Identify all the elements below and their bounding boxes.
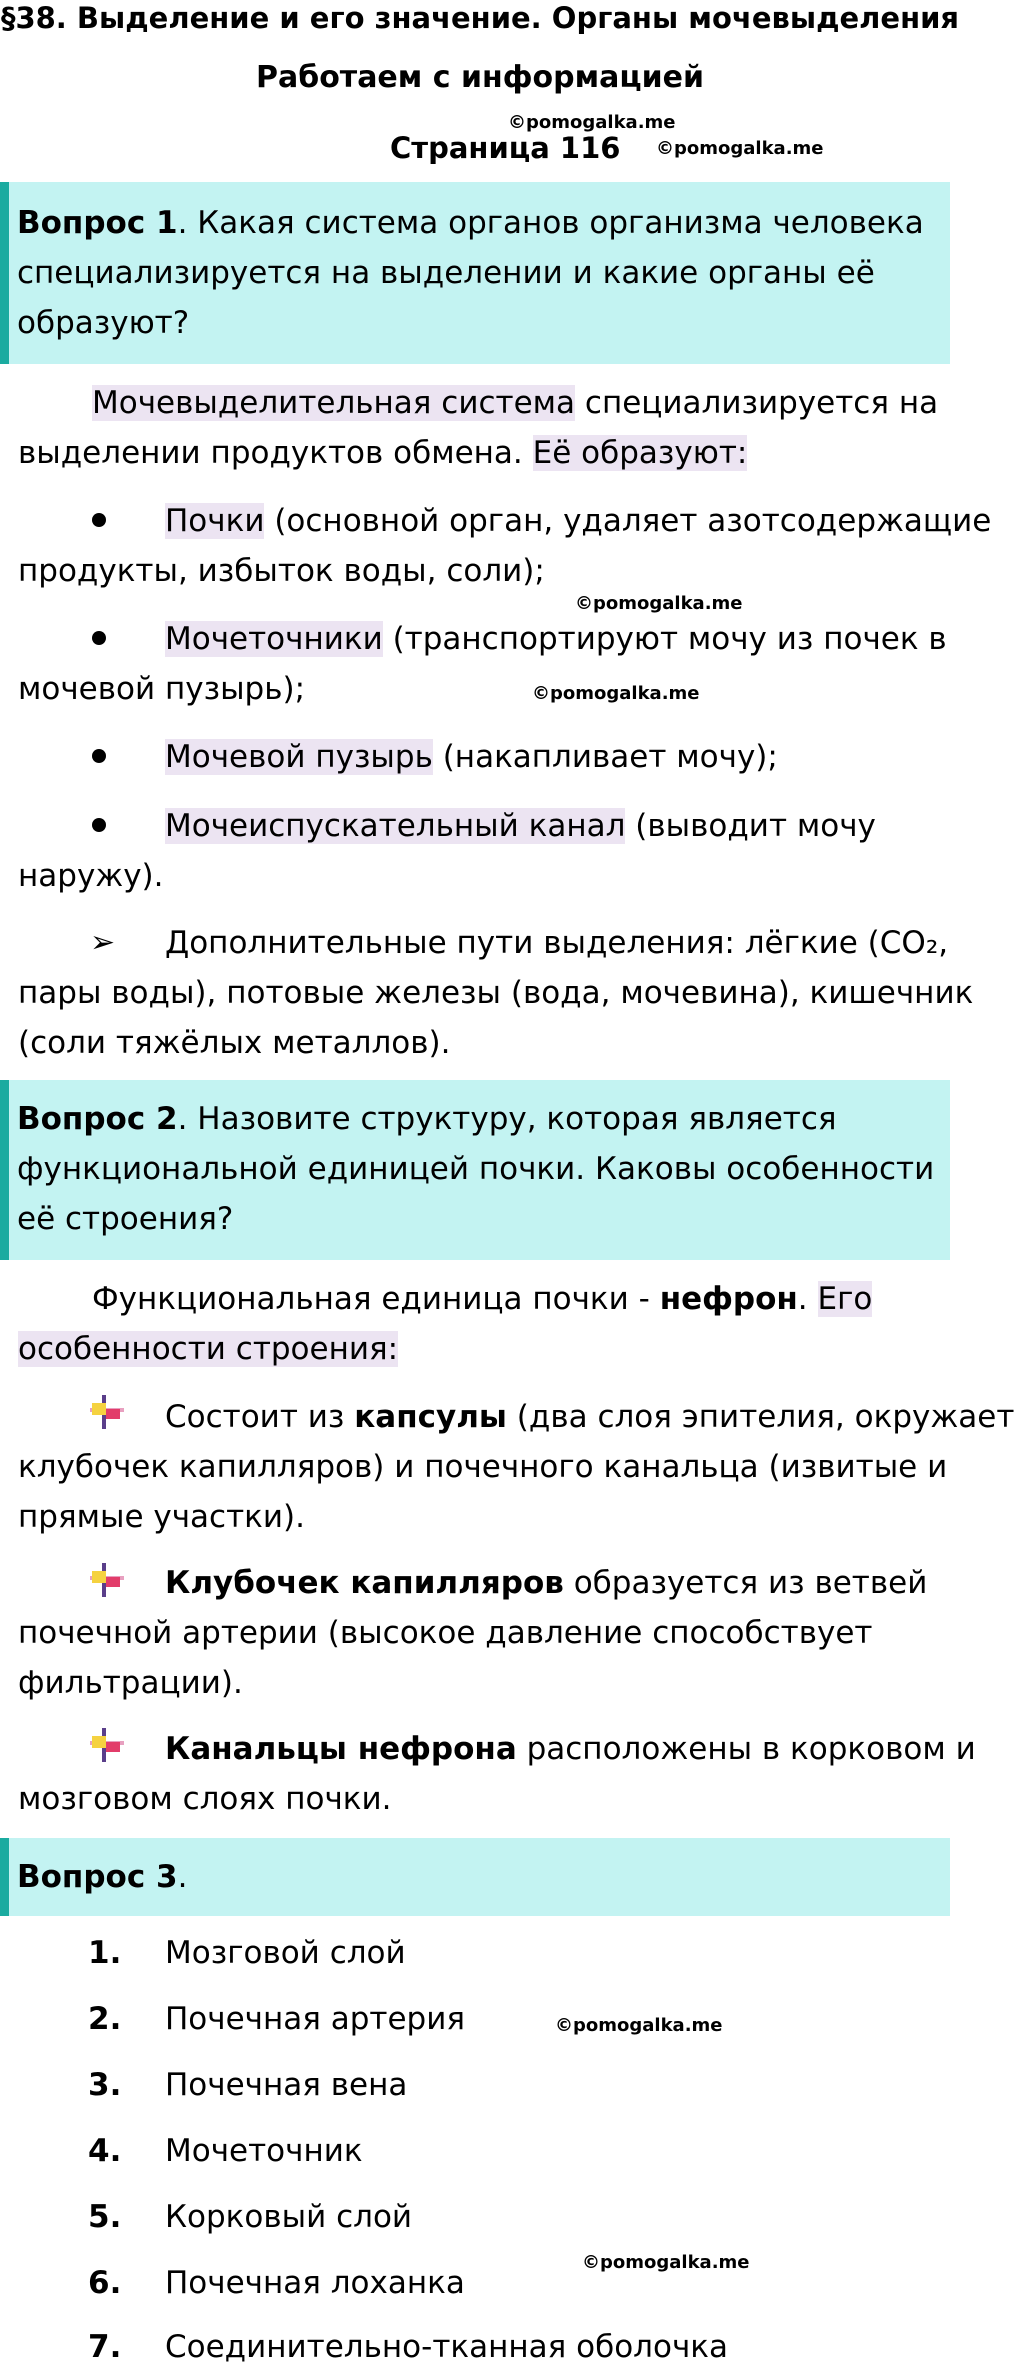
answer-1-intro-cont: выделении продуктов обмена. Её образуют: xyxy=(18,435,748,471)
list-item: Почечная лоханка xyxy=(165,2265,465,2301)
flag-bullet-icon xyxy=(88,1563,126,1597)
watermark: ©pomogalka.me xyxy=(555,2015,723,2036)
list-number: 1. xyxy=(88,1935,122,1971)
question-2-box xyxy=(0,1080,950,1260)
list-item: Почечная вена xyxy=(165,2067,408,2103)
list-item-cont: почечной артерии (высокое давление способствует xyxy=(18,1615,873,1651)
list-item: Соединительно-тканная оболочка xyxy=(165,2329,728,2365)
list-item: Состоит из капсулы (два слоя эпителия, окружает xyxy=(165,1399,1014,1435)
list-item-cont: наружу). xyxy=(18,858,164,894)
list-item: Мозговой слой xyxy=(165,1935,406,1971)
answer-2-intro-cont xyxy=(18,1324,398,1374)
watermark: ©pomogalka.me xyxy=(532,683,700,704)
watermark: ©pomogalka.me xyxy=(508,112,676,133)
list-number: 7. xyxy=(88,2329,122,2365)
list-item: Почечная артерия xyxy=(165,2001,466,2037)
highlight: Её образуют: xyxy=(532,435,748,471)
watermark: ©pomogalka.me xyxy=(656,138,824,159)
bullet-dot-icon xyxy=(92,631,106,645)
flag-bullet-icon xyxy=(88,1395,126,1429)
question-2-line-3: её строения? xyxy=(17,1201,234,1237)
question-3-box xyxy=(0,1838,950,1916)
list-item: Корковый слой xyxy=(165,2199,413,2235)
bullet-dot-icon xyxy=(92,818,106,832)
question-1-line-3: образуют? xyxy=(17,305,190,341)
list-item: Мочеточники (транспортируют мочу из почек в xyxy=(165,621,947,657)
flag-bullet-icon xyxy=(88,1728,126,1762)
list-item: Канальцы нефрона расположены в корковом и xyxy=(165,1731,976,1767)
list-number: 4. xyxy=(88,2133,122,2169)
list-item: Почки (основной орган, удаляет азотсодержащие xyxy=(165,503,992,539)
page-title: §38. Выделение и его значение. Органы мочевыделения xyxy=(0,1,960,35)
extra-line-2: пары воды), потовые железы (вода, мочевина), кишечник xyxy=(18,975,974,1011)
page-number: Страница 116 xyxy=(390,131,621,165)
question-2-label: Вопрос 2 xyxy=(17,1101,178,1137)
list-item-cont: клубочек капилляров) и почечного канальца (извитые и xyxy=(18,1449,948,1485)
question-1-label: Вопрос 1 xyxy=(17,205,178,241)
watermark: ©pomogalka.me xyxy=(575,593,743,614)
question-3-line-1: Вопрос 3. xyxy=(17,1859,188,1895)
list-item: Мочеточник xyxy=(165,2133,363,2169)
list-item-cont: прямые участки). xyxy=(18,1499,305,1535)
question-1-box xyxy=(0,182,950,364)
highlight: Мочевыделительная система xyxy=(92,385,576,421)
list-item-cont: фильтрации). xyxy=(18,1665,243,1701)
section-subtitle: Работаем с информацией xyxy=(256,60,704,95)
extra-line-3: (соли тяжёлых металлов). xyxy=(18,1025,451,1061)
question-3-label: Вопрос 3 xyxy=(17,1859,178,1895)
list-item: Мочевой пузырь (накапливает мочу); xyxy=(165,739,778,775)
highlight: особенности строения: xyxy=(18,1331,399,1367)
list-number: 3. xyxy=(88,2067,122,2103)
list-number: 2. xyxy=(88,2001,122,2037)
bullet-dot-icon xyxy=(92,749,106,763)
bullet-dot-icon xyxy=(92,513,106,527)
list-item-cont: мочевой пузырь); xyxy=(18,671,306,707)
watermark: ©pomogalka.me xyxy=(582,2252,750,2273)
question-2-line-1: Вопрос 2. Назовите структуру, которая является xyxy=(17,1101,837,1137)
list-item: Мочеиспускательный канал (выводит мочу xyxy=(165,808,876,844)
list-item-cont: продукты, избыток воды, соли); xyxy=(18,553,545,589)
question-1-line-1: Вопрос 1. Какая система органов организма человека xyxy=(17,205,924,241)
highlight: Его xyxy=(817,1281,873,1317)
list-number: 5. xyxy=(88,2199,122,2235)
list-item-cont: мозговом слоях почки. xyxy=(18,1781,392,1817)
extra-line-1: Дополнительные пути выделения: лёгкие (CO₂, xyxy=(165,925,949,961)
arrow-bullet-icon: ➢ xyxy=(90,925,116,960)
list-number: 6. xyxy=(88,2265,122,2301)
list-item: Клубочек капилляров образуется из ветвей xyxy=(165,1565,928,1601)
answer-2-intro: Функциональная единица почки - нефрон. Его xyxy=(92,1281,873,1317)
question-1-line-2: специализируется на выделении и какие органы её xyxy=(17,255,875,291)
answer-1-intro: Мочевыделительная система специализируется на xyxy=(92,385,939,421)
question-2-line-2: функциональной единицей почки. Каковы особенности xyxy=(17,1151,935,1187)
